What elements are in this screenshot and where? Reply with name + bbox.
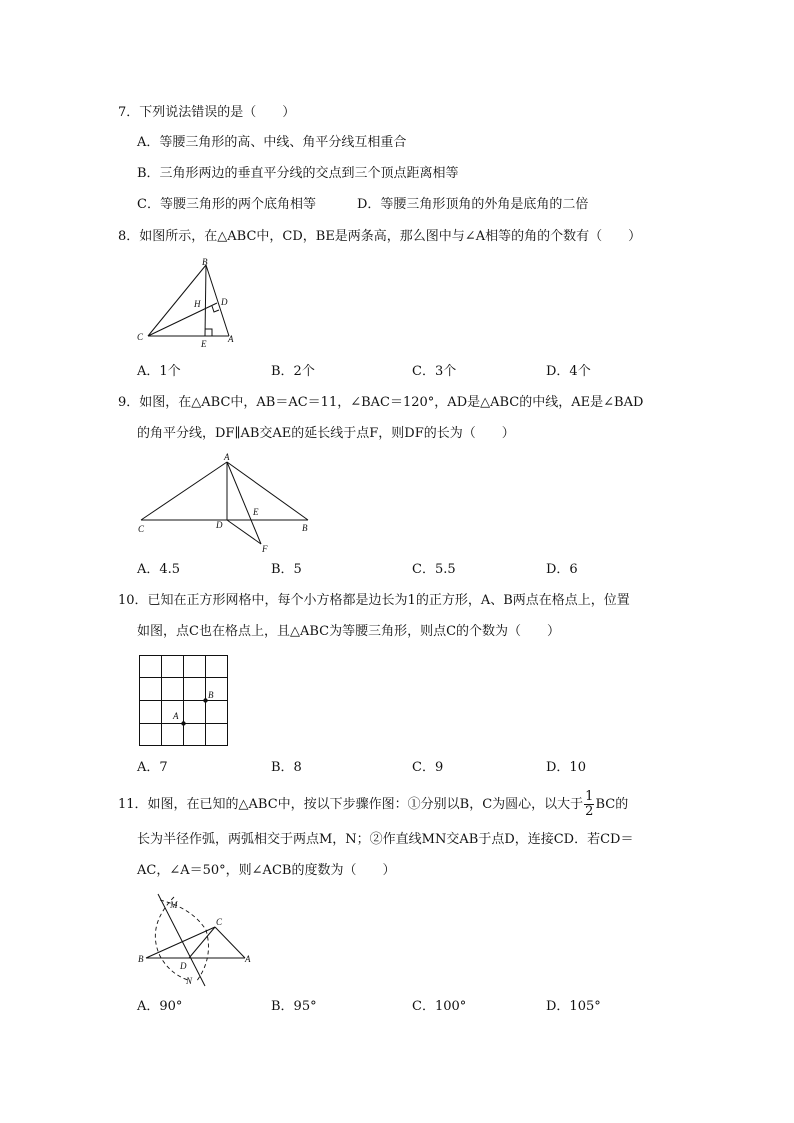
q9-stem-line1: 9．如图，在△ABC中，AB＝AC＝11，∠BAC＝120°，AD是△ABC的中线，AE是∠BAD: [118, 395, 644, 410]
q11-label-b: B: [138, 954, 144, 964]
q11-label-n: N: [186, 976, 193, 986]
q7-option-a[interactable]: A．等腰三角形的高、中线、角平分线互相重合: [137, 135, 407, 150]
q8-label-a: A: [228, 334, 234, 344]
q9-label-c: C: [138, 524, 145, 534]
q9-stem-line2: 的角平分线，DF∥AB交AE的延长线于点F，则DF的长为（ ）: [137, 426, 515, 441]
q8-figure: [132, 256, 242, 350]
q9-label-b: B: [302, 523, 308, 533]
q10-stem-line2: 如图，点C也在格点上，且△ABC为等腰三角形，则点C的个数为（ ）: [137, 624, 561, 639]
q8-label-c: C: [137, 332, 144, 342]
q8-altitude-cd: [148, 303, 217, 336]
q10-grid-figure: [136, 653, 234, 749]
q11-fraction-numerator: 1: [585, 789, 594, 804]
q11-fraction-denominator: 2: [585, 804, 594, 819]
q8-option-d[interactable]: D．4个: [546, 364, 591, 379]
q11-option-b[interactable]: B．95°: [271, 999, 317, 1014]
q11-stem-line1-post: BC的: [595, 797, 629, 812]
q9-option-c[interactable]: C．5.5: [412, 562, 456, 577]
q10-stem-line1: 10．已知在正方形网格中，每个小方格都是边长为1的正方形，A、B两点在格点上，位置: [118, 593, 630, 608]
q9-label-e: E: [253, 507, 259, 517]
q9-label-d: D: [216, 520, 223, 530]
q8-label-d: D: [221, 297, 228, 307]
q9-label-a: A: [224, 452, 230, 462]
q7-option-b[interactable]: B．三角形两边的垂直平分线的交点到三个顶点距离相等: [137, 166, 459, 181]
q11-side-ca: [215, 927, 245, 958]
q11-stem-line1-pre: 11．如图，在已知的△ABC中，按以下步骤作图：①分别以B，C为圆心，以大于: [118, 797, 584, 812]
q11-stem-line2: 长为半径作弧，两弧相交于两点M，N；②作直线MN交AB于点D，连接CD．若CD＝: [137, 832, 634, 847]
q11-side-bc: [146, 927, 215, 958]
q8-right-angle-d: [212, 306, 219, 312]
q8-altitude-be: [205, 265, 206, 336]
q10-label-a: A: [173, 711, 179, 721]
q10-option-d[interactable]: D．10: [546, 760, 586, 775]
q9-option-a[interactable]: A．4.5: [137, 562, 181, 577]
q11-segment-cd: [189, 927, 215, 958]
q9-label-f: F: [262, 544, 268, 554]
q9-side-ac: [141, 462, 227, 520]
q8-option-b[interactable]: B．2个: [271, 364, 315, 379]
q8-label-h: H: [194, 299, 201, 309]
q8-right-angle-e: [205, 329, 212, 336]
q8-stem: 8．如图所示，在△ABC中，CD，BE是两条高，那么图中与∠A相等的角的个数有（ ）: [118, 229, 642, 244]
q11-label-d: D: [180, 961, 187, 971]
q11-option-a[interactable]: A．90°: [137, 999, 183, 1014]
q7-option-d[interactable]: D．等腰三角形顶角的外角是底角的二倍: [357, 197, 589, 212]
q11-stem-line3: AC，∠A＝50°，则∠ACB的度数为（ ）: [137, 863, 396, 878]
q7-stem: 7．下列说法错误的是（ ）: [118, 105, 296, 120]
q10-option-c[interactable]: C．9: [412, 760, 444, 775]
q11-fraction: [584, 790, 594, 819]
q11-stem-line1: [118, 790, 628, 820]
q11-figure: [134, 888, 256, 988]
q9-option-b[interactable]: B．5: [271, 562, 302, 577]
q11-label-a: A: [245, 954, 251, 964]
q10-option-a[interactable]: A．7: [137, 760, 168, 775]
q8-option-a[interactable]: A．1个: [137, 364, 181, 379]
q11-option-c[interactable]: C．100°: [412, 999, 467, 1014]
q8-label-e: E: [201, 339, 207, 349]
q11-label-m: M: [170, 900, 178, 910]
q11-label-c: C: [216, 917, 223, 927]
q8-option-c[interactable]: C．3个: [412, 364, 457, 379]
q9-figure: [132, 448, 322, 556]
q10-grid: [140, 656, 228, 746]
q10-point-a: [181, 721, 185, 725]
q11-option-d[interactable]: D．105°: [546, 999, 601, 1014]
q10-option-b[interactable]: B．8: [271, 760, 302, 775]
q9-option-d[interactable]: D．6: [546, 562, 578, 577]
q10-label-b: B: [208, 690, 214, 700]
q7-option-c[interactable]: C．等腰三角形的两个底角相等: [137, 197, 316, 212]
q8-label-b: B: [202, 257, 208, 267]
